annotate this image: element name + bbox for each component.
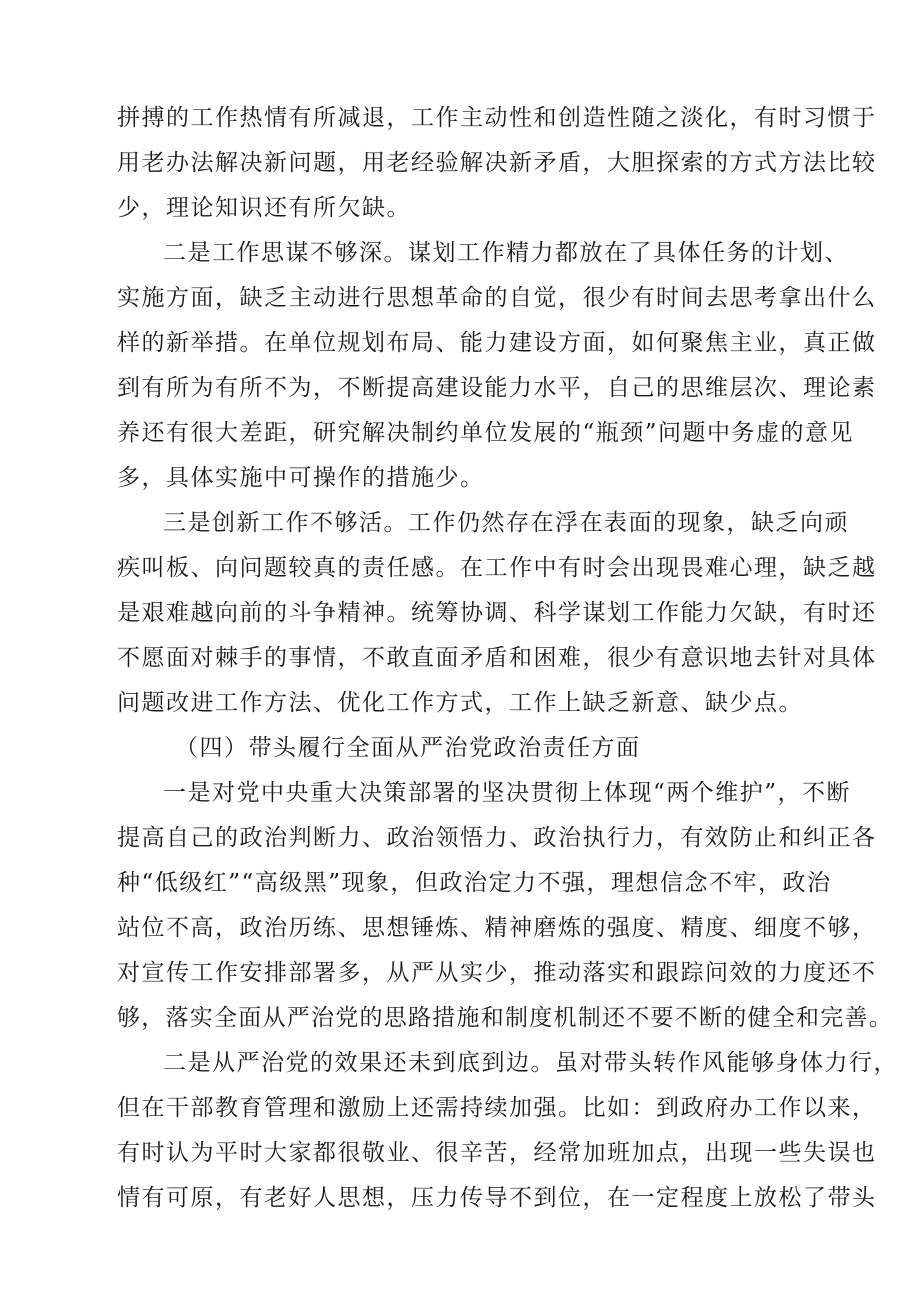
paragraph-start: 二是从严治党的效果还未到底到边。虽对带头转作风能够身体力行， [163, 1050, 898, 1076]
text-line: 问题改进工作方法、优化工作方式，工作上缺乏新意、缺少点。 [117, 690, 803, 716]
text-line: 对宣传工作安排部署多，从严从实少，推动落实和跟踪问效的力度还不 [117, 960, 877, 986]
text-line: 用老办法解决新问题，用老经验解决新矛盾，大胆探索的方式方法比较 [117, 150, 877, 176]
text-line: 是艰难越向前的斗争精神。统筹协调、科学谋划工作能力欠缺，有时还 [117, 600, 877, 626]
text-line: 但在干部教育管理和激励上还需持续加强。比如：到政府办工作以来， [117, 1095, 877, 1121]
text-line: 拼搏的工作热情有所减退，工作主动性和创造性随之淡化，有时习惯于 [117, 105, 877, 131]
paragraph-start: 二是工作思谋不够深。谋划工作精力都放在了具体任务的计划、 [163, 240, 849, 266]
text-line: 种“低级红”“高级黑”现象，但政治定力不强，理想信念不牢，政治 [117, 870, 832, 896]
text-line: 少，理论知识还有所欠缺。 [117, 195, 411, 221]
text-line: 养还有很大差距，研究解决制约单位发展的“瓶颈”问题中务虚的意见 [117, 420, 855, 446]
text-line: 有时认为平时大家都很敬业、很辛苦，经常加班加点，出现一些失误也 [117, 1140, 877, 1166]
text-line: 够，落实全面从严治党的思路措施和制度机制还不要不断的健全和完善。 [117, 1005, 893, 1031]
text-line: 提高自己的政治判断力、政治领悟力、政治执行力，有效防止和纠正各 [117, 825, 877, 851]
text-line: 样的新举措。在单位规划布局、能力建设方面，如何聚焦主业，真正做 [117, 330, 877, 356]
text-line: 实施方面，缺乏主动进行思想革命的自觉，很少有时间去思考拿出什么 [117, 285, 877, 311]
text-line: 站位不高，政治历练、思想锤炼、精神磨炼的强度、精度、细度不够， [117, 915, 877, 941]
paragraph-start: 一是对党中央重大决策部署的坚决贯彻上体现“两个维护”，不断 [163, 780, 852, 806]
text-line: 情有可原，有老好人思想，压力传导不到位，在一定程度上放松了带头 [117, 1185, 877, 1211]
text-line: 多，具体实施中可操作的措施少。 [117, 465, 485, 491]
section-heading: （四）带头履行全面从严治党政治责任方面 [175, 735, 641, 761]
text-line: 疾叫板、向问题较真的责任感。在工作中有时会出现畏难心理，缺乏越 [117, 555, 877, 581]
text-line: 到有所为有所不为，不断提高建设能力水平，自己的思维层次、理论素 [117, 375, 877, 401]
text-line: 不愿面对棘手的事情，不敢直面矛盾和困难，很少有意识地去针对具体 [117, 645, 877, 671]
paragraph-start: 三是创新工作不够活。工作仍然存在浮在表面的现象，缺乏向顽 [163, 510, 849, 536]
